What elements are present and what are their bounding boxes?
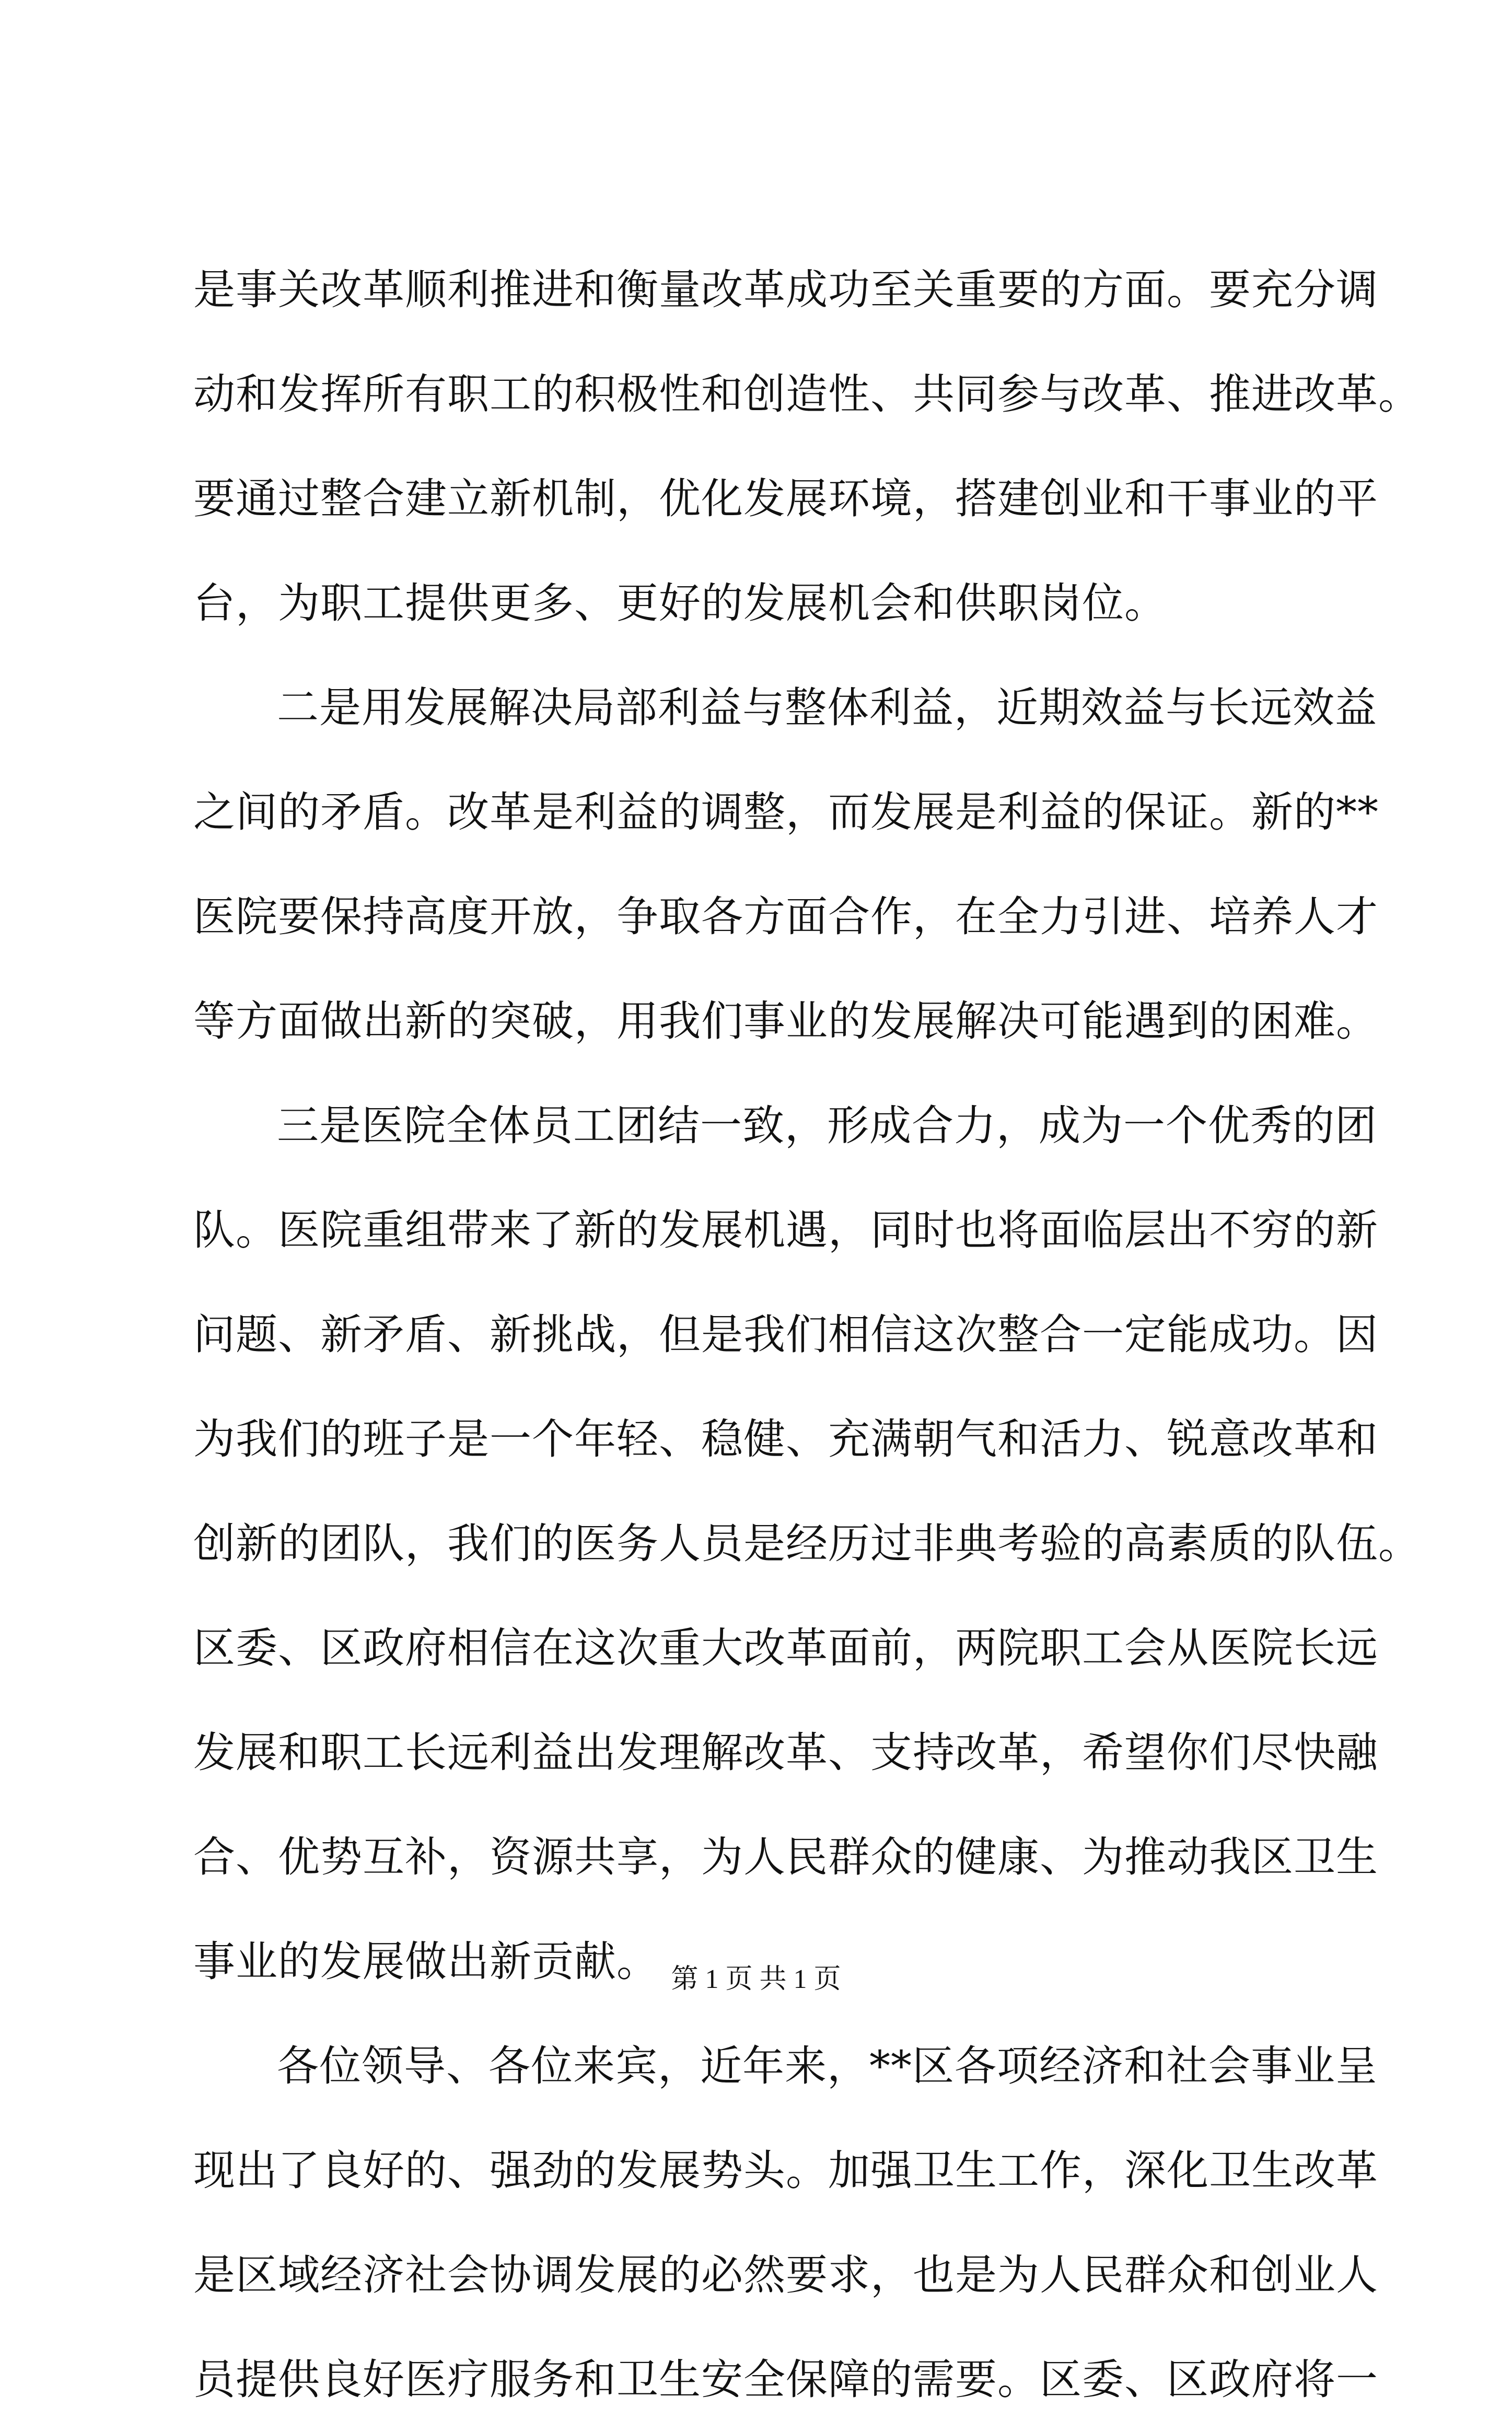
text-line: 动和发挥所有职工的积极性和创造性、共同参与改革、推进改革。 <box>193 370 1421 418</box>
page-number: 第 1 页 共 1 页 <box>671 1964 841 1994</box>
text-line: 台，为职工提供更多、更好的发展机会和供职岗位。 <box>193 579 1167 627</box>
text-line: 现出了良好的、强劲的发展势头。加强卫生工作，深化卫生改革 <box>193 2146 1378 2195</box>
text-line: 要通过整合建立新机制，优化发展环境，搭建创业和干事业的平 <box>193 474 1378 523</box>
document-body <box>193 238 1421 2432</box>
paragraph-first-line: 各位领导、各位来宾，近年来，**区各项经济和社会事业呈 <box>277 2042 1378 2090</box>
text-line: 问题、新矛盾、新挑战，但是我们相信这次整合一定能成功。因 <box>193 1310 1378 1359</box>
text-line: 是事关改革顺利推进和衡量改革成功至关重要的方面。要充分调 <box>193 265 1378 314</box>
text-line: 队。医院重组带来了新的发展机遇，同时也将面临层出不穷的新 <box>193 1206 1378 1254</box>
text-line: 之间的矛盾。改革是利益的调整，而发展是利益的保证。新的** <box>193 788 1379 836</box>
page-footer <box>0 1957 1512 1996</box>
text-line: 是区域经济社会协调发展的必然要求，也是为人民群众和创业人 <box>193 2251 1378 2299</box>
text-line: 合、优势互补，资源共享，为人民群众的健康、为推动我区卫生 <box>193 1833 1378 1881</box>
text-line: 创新的团队，我们的医务人员是经历过非典考验的高素质的队伍。 <box>193 1519 1421 1568</box>
text-line: 医院要保持高度开放，争取各方面合作，在全力引进、培养人才 <box>193 892 1378 941</box>
text-line: 发展和职工长远利益出发理解改革、支持改革，希望你们尽快融 <box>193 1728 1378 1777</box>
paragraph-first-line: 三是医院全体员工团结一致，形成合力，成为一个优秀的团 <box>277 1101 1377 1150</box>
text-line: 区委、区政府相信在这次重大改革面前，两院职工会从医院长远 <box>193 1624 1378 1672</box>
text-line: 事业的发展做出新贡献。 <box>193 1937 659 1986</box>
paragraph-first-line: 二是用发展解决局部利益与整体利益，近期效益与长远效益 <box>277 683 1377 732</box>
text-line: 员提供良好医疗服务和卫生安全保障的需要。区委、区政府将一 <box>193 2355 1378 2404</box>
text-line: 等方面做出新的突破，用我们事业的发展解决可能遇到的困难。 <box>193 997 1378 1045</box>
text-line: 为我们的班子是一个年轻、稳健、充满朝气和活力、锐意改革和 <box>193 1415 1378 1463</box>
